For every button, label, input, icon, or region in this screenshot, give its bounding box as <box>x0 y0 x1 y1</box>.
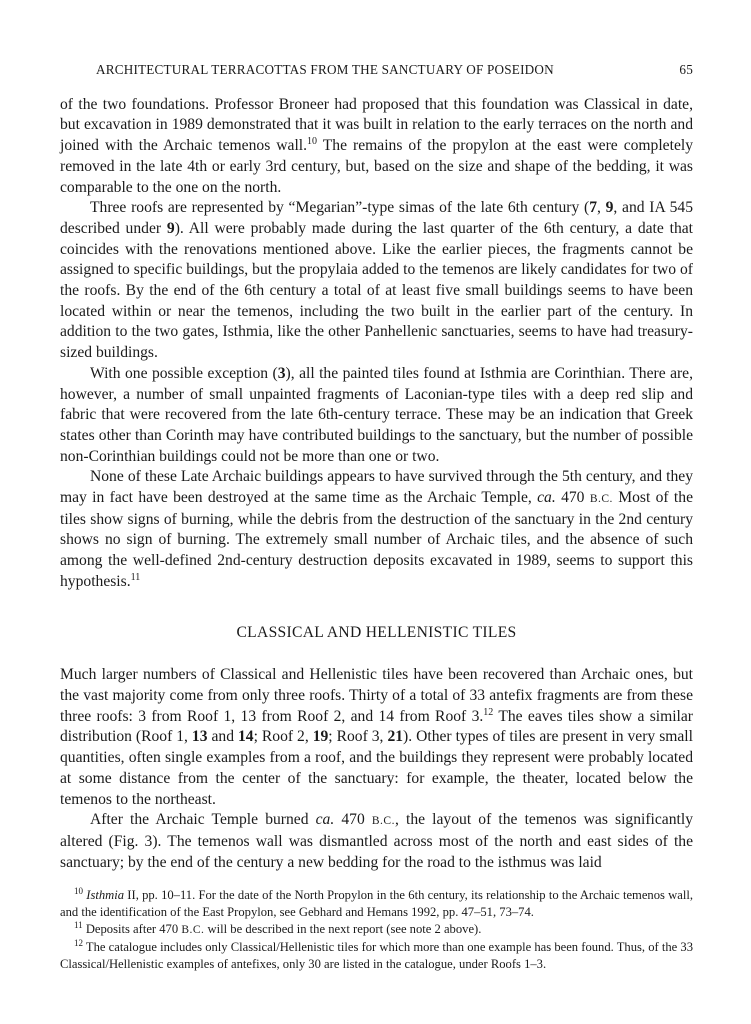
footnote-ref-12[interactable]: 12 <box>483 706 494 718</box>
text: will be described in the next report (see note 2 above). <box>204 922 482 937</box>
paragraph-1 <box>60 95 693 199</box>
text: and <box>207 728 238 746</box>
running-head <box>60 60 693 81</box>
text: Most of the tiles show signs of burning, while the debris from the destruction of the sanctuary in the 2nd century shows no sign of burning. The extremely small number of Archaic tiles, and the absence of such among the well-defined 2nd-century destruction deposits excavated in 1989, seems to support this hypothesis. <box>60 489 693 590</box>
page-number: 65 <box>679 62 693 77</box>
paragraph-5 <box>60 665 693 810</box>
text: ; Roof 2, <box>253 728 313 746</box>
text: 470 <box>334 811 372 829</box>
paragraph-4 <box>60 467 693 592</box>
text: The catalogue includes only Classical/Hellenistic tiles for which more than one example has been found. Thus, of the 33 Classical/Hellenistic examples of antefixes, only 30 are listed in the catalogue, under Roofs 1–3. <box>60 940 693 972</box>
italic-text: ca. <box>537 489 556 507</box>
text: ). All were probably made during the last quarter of the 6th century, a date that coincides with the renovations mentioned above. Like the earlier pieces, the fragments cannot be assigned to specific buildings, but the propylaia added to the temenos are likely candidates for two of the roofs. By the end of the 6th century a total of at least five small buildings seems to have been located within or near the temenos, including the two built in the earlier part of the century. In addition to the two gates, Isthmia, like the other Panhellenic sanctuaries, seems to have had treasury-sized buildings. <box>60 219 693 362</box>
section-heading: CLASSICAL AND HELLENISTIC TILES <box>236 623 517 641</box>
catalogue-ref: 21 <box>387 728 404 746</box>
footnote-number: 12 <box>74 938 83 949</box>
text: II, pp. 10–11. For the date of the North Propylon in the 6th century, its relationship to the Archaic temenos wall, and the identification of the East Propylon, see Gebhard and Hemans 1992, pp. 47–51, 73–74. <box>60 888 694 920</box>
text: ). Other types of tiles are present in very small quantities, often single examples from a roof, and the buildings they represent were probably located at some distance from the center of the sanctuary: for example, the theater, located below the temenos to the northeast. <box>60 728 693 808</box>
text: Deposits after 470 <box>82 922 182 937</box>
catalogue-ref: 3 <box>277 364 286 382</box>
text: After the Archaic Temple burned <box>90 811 316 829</box>
footnote-ref-10[interactable]: 10 <box>307 136 318 148</box>
text: ), all the painted tiles found at Isthmia are Corinthian. There are, however, a number of small unpainted fragments of Laconian-type tiles with a deep red slip and fabric that were recovered from the late 6th-century terrace. These may be an indication that Greek states other than Corinth may have contributed buildings to the sanctuary, but the number of possible non-Corinthian buildings could not be more than one or two. <box>60 364 694 465</box>
text: of the two foundations. Professor Broneer had proposed that this foundation was Classical in date, but excavation in 1989 demonstrated that it was built in relation to the early terraces on the north and joined with the Archaic temenos wall. <box>60 95 693 155</box>
footnote-number: 11 <box>74 920 83 931</box>
footnotes <box>60 887 693 973</box>
page <box>60 60 693 973</box>
text: With one possible exception ( <box>90 364 278 382</box>
running-head-title: ARCHITECTURAL TERRACOTTAS FROM THE SANCTUARY OF POSEIDON <box>96 62 554 77</box>
footnote-ref-11[interactable]: 11 <box>130 571 141 583</box>
text: The eaves tiles show a similar distribution (Roof 1, <box>60 707 694 746</box>
italic-text: ca. <box>315 811 335 829</box>
footnote-11 <box>60 921 693 939</box>
paragraph-3 <box>60 364 693 468</box>
italic-text: Isthmia <box>86 888 125 903</box>
catalogue-ref: 19 <box>312 728 329 746</box>
paragraph-6 <box>60 810 693 873</box>
text: , and IA 545 described under <box>60 199 693 237</box>
footnote-10 <box>60 887 693 921</box>
text: The remains of the propylon at the east were completely removed in the late 4th or early 3rd century, but, based on the size and shape of the bedding, it was comparable to the one on the north. <box>60 137 693 196</box>
catalogue-ref: 7 <box>589 199 597 217</box>
catalogue-ref: 14 <box>237 728 254 746</box>
text: ; Roof 3, <box>328 728 388 746</box>
footnote-number: 10 <box>74 886 83 897</box>
small-caps-text: B.C. <box>589 493 613 506</box>
text: , the layout of the temenos was significantly altered (Fig. 3). The temenos wall was dismantled across most of the north and east sides of the sanctuary; by the end of the century a new bedding for the road to the isthmus was laid <box>60 811 693 871</box>
paragraph-2 <box>60 198 693 364</box>
text: None of these Late Archaic buildings appears to have survived through the 5th century, and they may in fact have been destroyed at the same time as the Archaic Temple, <box>60 468 693 507</box>
catalogue-ref: 13 <box>191 728 208 746</box>
text: Three roofs are represented by “Megarian”-type simas of the late 6th century ( <box>90 199 590 217</box>
text: , <box>597 199 606 217</box>
catalogue-ref: 9 <box>166 219 175 237</box>
small-caps-text: B.C. <box>181 924 205 937</box>
text: Much larger numbers of Classical and Hellenistic tiles have been recovered than Archaic ones, but the vast majority come from only three roofs. Thirty of a total of 33 antefix fragments are from these three roofs: 3 from Roof 1, 13 from Roof 2, and 14 from Roof 3. <box>60 666 693 725</box>
footnote-12 <box>60 939 693 973</box>
text: 470 <box>555 489 590 507</box>
small-caps-text: B.C. <box>371 815 395 828</box>
catalogue-ref: 9 <box>605 199 614 217</box>
